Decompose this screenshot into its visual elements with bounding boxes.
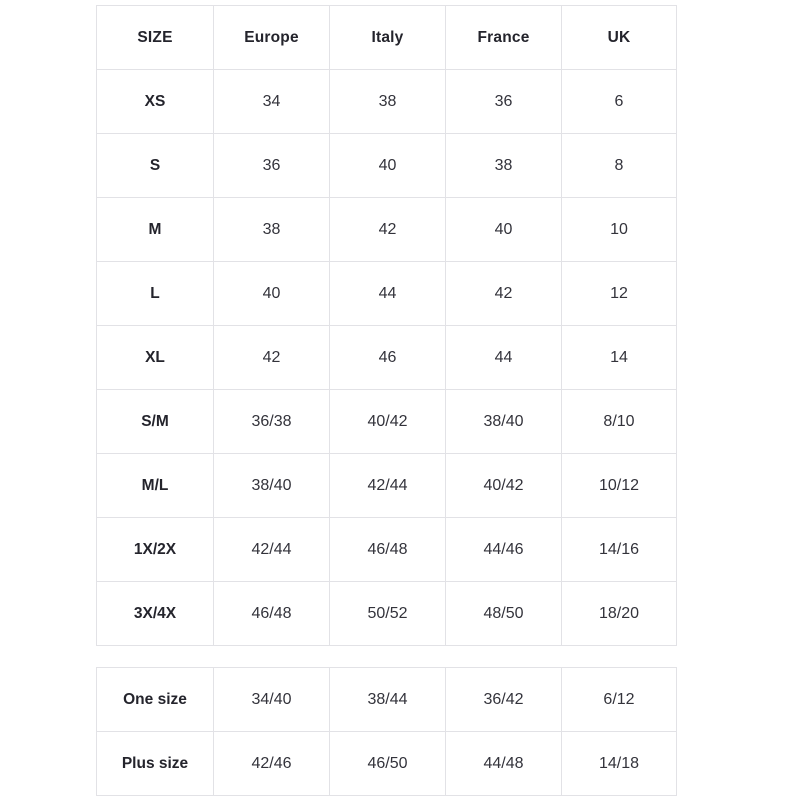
cell-france: 44/46 xyxy=(446,518,562,582)
cell-europe: 34/40 xyxy=(214,668,330,732)
table-header xyxy=(97,6,677,70)
table-body xyxy=(97,70,677,646)
cell-france: 40 xyxy=(446,198,562,262)
cell-italy: 46/48 xyxy=(330,518,446,582)
cell-europe: 42/46 xyxy=(214,732,330,796)
table-row xyxy=(97,390,677,454)
cell-uk: 14/18 xyxy=(562,732,677,796)
special-size-table xyxy=(96,667,677,796)
cell-italy: 50/52 xyxy=(330,582,446,646)
cell-france: 44 xyxy=(446,326,562,390)
cell-italy: 40 xyxy=(330,134,446,198)
row-label: 3X/4X xyxy=(97,582,214,646)
cell-europe: 36/38 xyxy=(214,390,330,454)
cell-uk: 8/10 xyxy=(562,390,677,454)
cell-italy: 38/44 xyxy=(330,668,446,732)
table-row xyxy=(97,518,677,582)
cell-europe: 40 xyxy=(214,262,330,326)
cell-france: 44/48 xyxy=(446,732,562,796)
column-header-france: France xyxy=(446,6,562,70)
cell-france: 38/40 xyxy=(446,390,562,454)
cell-italy: 38 xyxy=(330,70,446,134)
cell-europe: 42/44 xyxy=(214,518,330,582)
cell-italy: 42/44 xyxy=(330,454,446,518)
cell-europe: 36 xyxy=(214,134,330,198)
cell-europe: 34 xyxy=(214,70,330,134)
row-label: L xyxy=(97,262,214,326)
row-label: XL xyxy=(97,326,214,390)
table-row xyxy=(97,70,677,134)
cell-uk: 18/20 xyxy=(562,582,677,646)
row-label-one-size: One size xyxy=(97,668,214,732)
cell-france: 48/50 xyxy=(446,582,562,646)
column-header-europe: Europe xyxy=(214,6,330,70)
cell-uk: 14 xyxy=(562,326,677,390)
row-label: M xyxy=(97,198,214,262)
cell-france: 40/42 xyxy=(446,454,562,518)
cell-italy: 46/50 xyxy=(330,732,446,796)
table-row xyxy=(97,134,677,198)
table-row xyxy=(97,198,677,262)
main-size-table xyxy=(96,5,677,646)
cell-uk: 14/16 xyxy=(562,518,677,582)
table-row xyxy=(97,582,677,646)
cell-italy: 46 xyxy=(330,326,446,390)
cell-uk: 12 xyxy=(562,262,677,326)
cell-uk: 6 xyxy=(562,70,677,134)
table-header-row xyxy=(97,6,677,70)
column-header-italy: Italy xyxy=(330,6,446,70)
row-label-plus-size: Plus size xyxy=(97,732,214,796)
cell-europe: 38 xyxy=(214,198,330,262)
table-row xyxy=(97,454,677,518)
cell-uk: 8 xyxy=(562,134,677,198)
cell-uk: 6/12 xyxy=(562,668,677,732)
table-row xyxy=(97,262,677,326)
cell-italy: 44 xyxy=(330,262,446,326)
row-label: XS xyxy=(97,70,214,134)
cell-europe: 46/48 xyxy=(214,582,330,646)
cell-italy: 42 xyxy=(330,198,446,262)
table-row xyxy=(97,732,677,796)
special-size-table-container xyxy=(96,667,676,796)
cell-uk: 10/12 xyxy=(562,454,677,518)
row-label: 1X/2X xyxy=(97,518,214,582)
column-header-size: SIZE xyxy=(97,6,214,70)
main-size-table-container xyxy=(96,5,676,646)
cell-europe: 42 xyxy=(214,326,330,390)
cell-france: 42 xyxy=(446,262,562,326)
row-label: S xyxy=(97,134,214,198)
cell-europe: 38/40 xyxy=(214,454,330,518)
table-body xyxy=(97,668,677,796)
cell-france: 36 xyxy=(446,70,562,134)
table-row xyxy=(97,668,677,732)
column-header-uk: UK xyxy=(562,6,677,70)
row-label: M/L xyxy=(97,454,214,518)
cell-france: 38 xyxy=(446,134,562,198)
cell-uk: 10 xyxy=(562,198,677,262)
row-label: S/M xyxy=(97,390,214,454)
table-row xyxy=(97,326,677,390)
cell-france: 36/42 xyxy=(446,668,562,732)
cell-italy: 40/42 xyxy=(330,390,446,454)
